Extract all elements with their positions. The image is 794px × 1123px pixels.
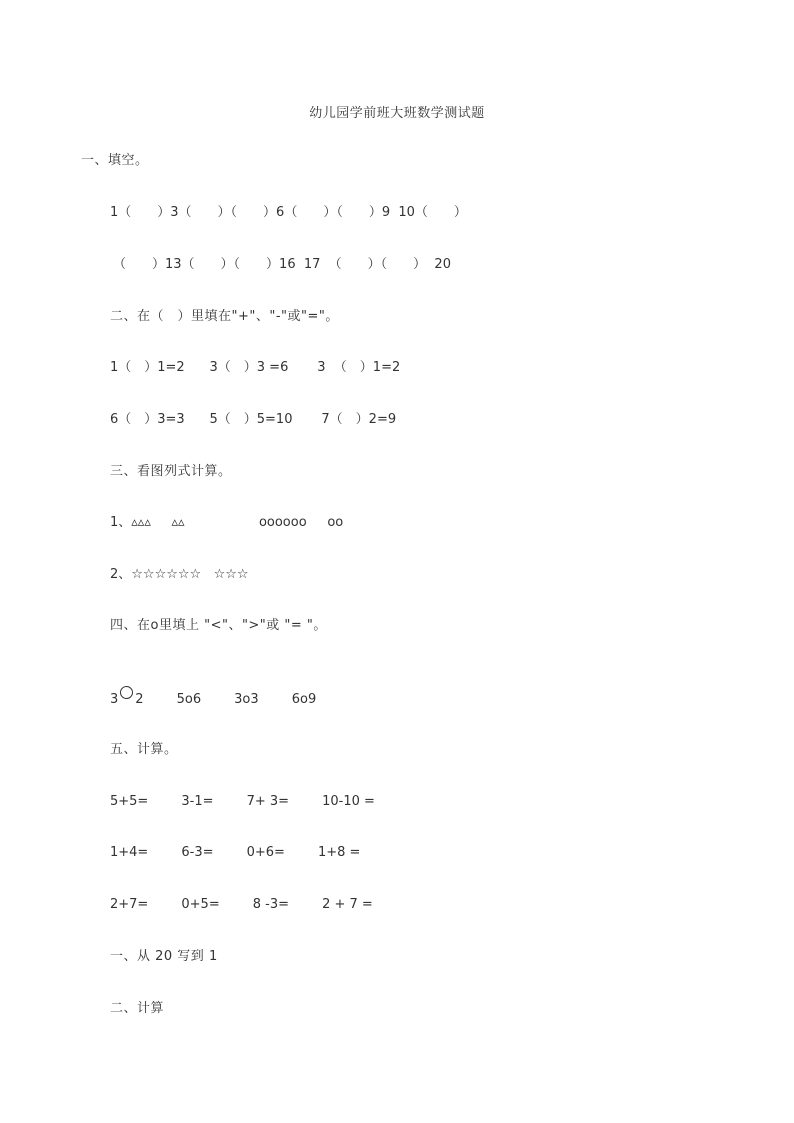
section-heading-compare: 四、在o里填上 "<"、">"或 "= "。 [110,618,327,633]
extra-heading-calc: 二、计算 [110,1001,165,1016]
picture-calc-line-1: 1、▵▵▵ ▵▵ oooooo oo [110,515,344,530]
calc-line-1: 5+5= 3-1= 7+ 3= 10-10 = [110,794,375,809]
compare-first-number: 3 [110,692,119,707]
operator-line-1: 1（ ）1=2 3（ ）3 =6 3 （ ）1=2 [110,360,401,375]
section-heading-fill-blank: 一、填空。 [81,153,149,168]
extra-heading-count-down: 一、从 20 写到 1 [110,949,218,964]
compare-line [110,686,316,708]
picture-calc-line-2: 2、☆☆☆☆☆☆ ☆☆☆ [110,567,249,582]
calc-line-3: 2+7= 0+5= 8 -3= 2 + 7 = [110,897,373,912]
section-heading-operators: 二、在（ ）里填在"+"、"-"或"="。 [110,309,339,324]
operator-line-2: 6（ ）3=3 5（ ）5=10 7（ ）2=9 [110,412,397,427]
compare-rest: 2 5o6 3o3 6o9 [135,692,317,707]
section-heading-calculate: 五、计算。 [110,742,178,757]
page-title: 幼儿园学前班大班数学测试题 [309,106,485,121]
fill-blank-line-1: 1（ ）3（ ）（ ）6（ ）（ ）9 10（ ） [110,205,467,220]
section-heading-picture-calc: 三、看图列式计算。 [110,464,232,479]
fill-blank-line-2: （ ）13（ ）（ ）16 17 （ ）（ ） 20 [113,257,451,272]
calc-line-2: 1+4= 6-3= 0+6= 1+8 = [110,845,361,860]
circle-outline-icon [120,686,133,699]
